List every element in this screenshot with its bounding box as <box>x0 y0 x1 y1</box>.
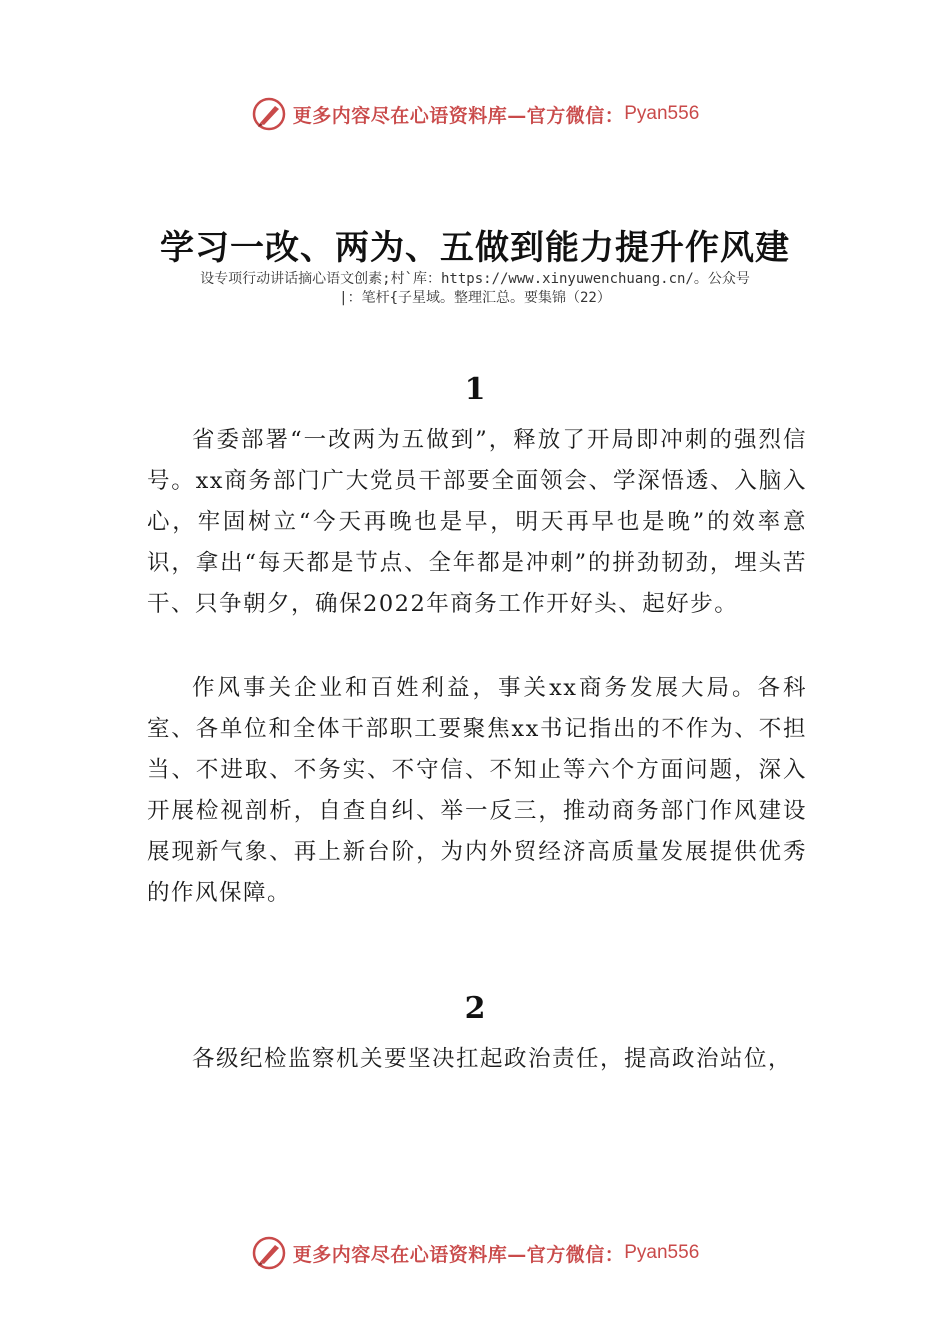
banner-wechat-id: Pyan556 <box>624 103 700 124</box>
section-number-1: 1 <box>464 372 486 407</box>
section-number-2: 2 <box>464 991 486 1026</box>
subtitle-line-1: 设专项行动讲话摘心语文创素;村`库：https://www.xinyuwenchuang.cn/。公众号 <box>200 271 750 287</box>
banner-text: 更多内容尽在心语资料库—官方微信： <box>292 104 625 127</box>
pen-circle-logo-icon <box>251 1235 287 1271</box>
paragraph: 作风事关企业和百姓利益，事关xx商务发展大局。各科室、各单位和全体干部职工要聚焦xx书记指出的不作为、不担当、不进取、不务实、不守信、不知止等六个方面问题，深入开展检视剖析，自查自纠、举一反三，推动商务部门作风建设展现新气象、再上新台阶，为内外贸经济高质量发展提供优秀的作风保障。 <box>147 675 807 906</box>
banner-wechat-id: Pyan556 <box>624 1242 700 1263</box>
subtitle-line-2: |：笔杆{子星域。整理汇总。要集锦（22） <box>339 290 611 306</box>
paragraph: 省委部署“一改两为五做到”，释放了开局即冲刺的强烈信号。xx商务部门广大党员干部要全面领会、学深悟透、入脑入心，牢固树立“今天再晚也是早，明天再早也是晚”的效率意识，拿出“每天都是节点、全年都是冲刺”的拼劲韧劲，埋头苦干、只争朝夕，确保2022年商务工作开好头、起好步。 <box>147 427 807 617</box>
document-title: 学习一改、两为、五做到能力提升作风建 <box>160 228 790 268</box>
paragraph: 各级纪检监察机关要坚决扛起政治责任，提高政治站位， <box>192 1046 793 1072</box>
pen-circle-logo-icon <box>251 96 287 132</box>
footer-banner <box>0 1233 950 1273</box>
document-subtitle <box>150 270 800 308</box>
banner-text: 更多内容尽在心语资料库—官方微信： <box>292 1243 625 1266</box>
header-banner <box>0 94 950 134</box>
